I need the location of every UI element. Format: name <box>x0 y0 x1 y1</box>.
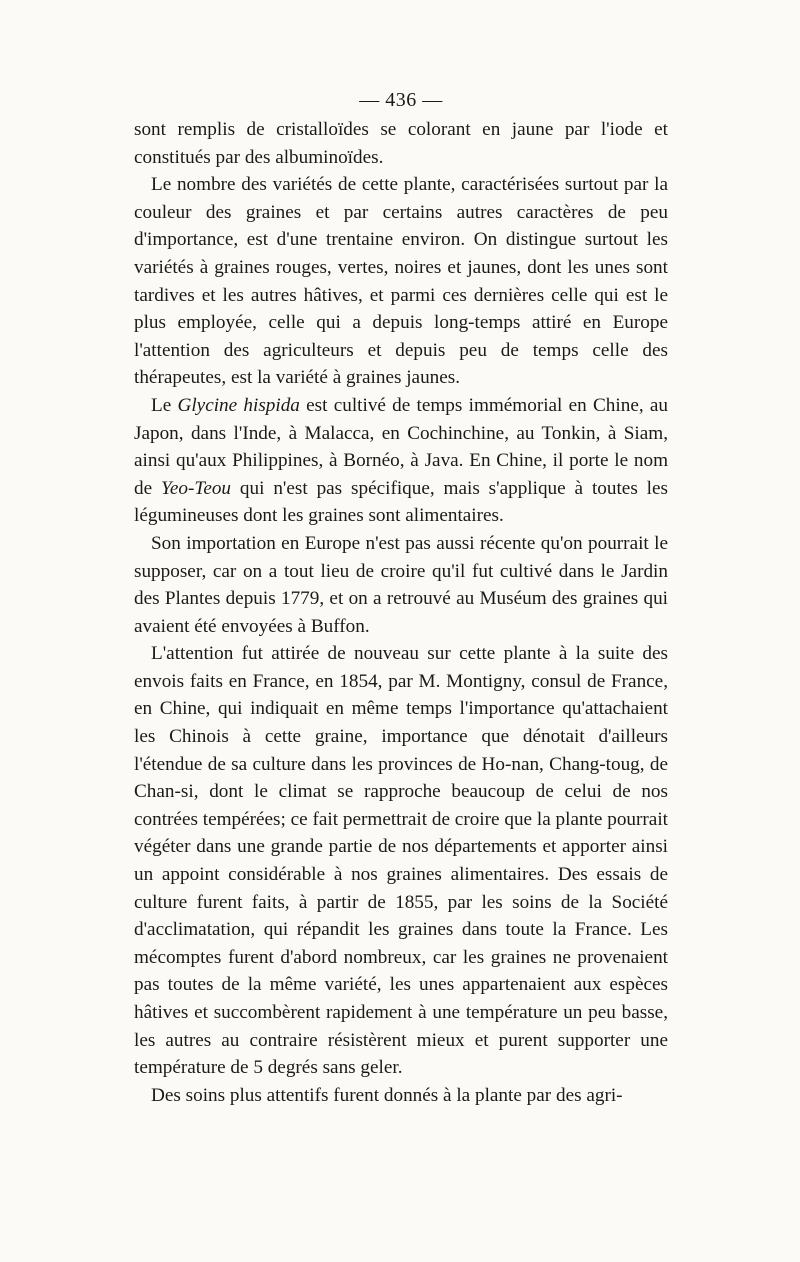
species-name: Glycine hispida <box>177 394 300 416</box>
page-number: — 436 — <box>359 89 443 111</box>
paragraph-5: L'attention fut attirée de nouveau sur cette plante à la suite des envois faits en France, en 1854, par M. Montigny, consul de France, en Chine, qui indiquait en même temps l'importance qu'attachaient les Chinois à cette graine, importance que dénotait d'ailleurs l'étendue de sa culture dans les provinces de Ho-nan, Chang-toug, de Chan-si, dont le climat se rapproche beaucoup de celui de nos contrées tempérées; ce fait permettrait de croire que la plante pourrait végéter dans une grande partie de nos départements et apporter ainsi un appoint considérable à nos graines alimentaires. Des essais de culture furent faits, à partir de 1855, par les soins de la Société d'acclimatation, qui répandit les graines dans toute la France. Les mécomptes furent d'abord nombreux, car les graines ne provenaient pas toutes de la même variété, les unes appartenaient aux espèces hâtives et succombèrent rapidement à une température un peu basse, les autres au contraire résistèrent mieux et purent supporter une température de 5 degrés sans geler. <box>134 643 668 1079</box>
paragraph-3-mid: est cultivé de temps immémorial en Chine, au Japon, dans l'Inde, à Malacca, en Cochinchine, au Tonkin, à Siam, ainsi qu'aux Philippines, à Bornéo, à Java. En Chine, il porte le nom de <box>134 394 668 499</box>
paragraph-1: sont remplis de cristalloïdes se colorant en jaune par l'iode et constitués par des albuminoïdes. <box>134 119 668 168</box>
chinese-name: Yeo-Teou <box>161 477 232 499</box>
paragraph-2: Le nombre des variétés de cette plante, caractérisées surtout par la couleur des graines et par certains autres caractères de peu d'importance, est d'une trentaine environ. On distingue surtout les variétés à graines rouges, vertes, noires et jaunes, dont les unes sont tardives et les autres hâtives, et parmi ces dernières celle qui est le plus employée, celle qui a depuis long-temps attiré en Europe l'attention des agriculteurs et depuis peu de temps celle des thérapeutes, est la variété à graines jaunes. <box>134 174 668 389</box>
paragraph-3-tail: qui n'est pas spécifique, mais s'applique à toutes les légumineuses dont les graines sont alimentaires. <box>134 477 668 527</box>
paragraph-6: Des soins plus attentifs furent donnés à la plante par des agri- <box>151 1084 623 1106</box>
book-page <box>134 88 668 1238</box>
body-text <box>134 116 668 1109</box>
paragraph-3 <box>134 392 668 530</box>
paragraph-3-lead: Le <box>151 394 178 416</box>
paragraph-4: Son importation en Europe n'est pas aussi récente qu'on pourrait le supposer, car on a tout lieu de croire qu'il fut cultivé dans le Jardin des Plantes depuis 1779, et on a retrouvé au Muséum des graines qui avaient été envoyées à Buffon. <box>134 532 668 637</box>
